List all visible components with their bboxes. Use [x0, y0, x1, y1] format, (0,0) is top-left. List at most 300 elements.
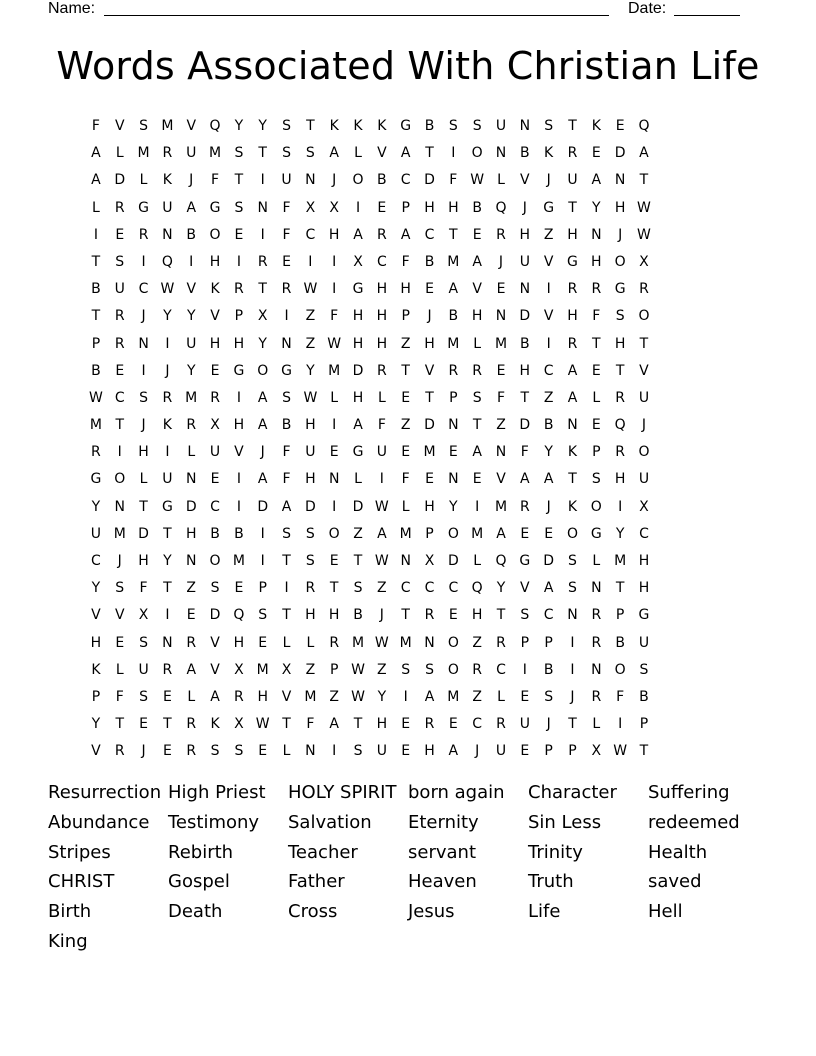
grid-cell: S — [353, 743, 363, 760]
grid-cell: M — [351, 634, 365, 651]
grid-cell: Y — [163, 553, 172, 569]
grid-cell: I — [165, 607, 170, 624]
grid-cell: Q — [495, 199, 507, 216]
grid-cell: A — [424, 688, 435, 705]
grid-cell: V — [377, 145, 387, 162]
grid-cell: I — [618, 498, 623, 515]
grid-cell: F — [449, 172, 458, 189]
grid-cell: U — [638, 634, 650, 651]
grid-cell: E — [162, 688, 172, 705]
grid-cell: M — [137, 145, 150, 162]
grid-cell: V — [424, 362, 435, 379]
grid-cell: P — [615, 607, 625, 624]
grid-cell: V — [520, 580, 530, 597]
grid-cell: S — [234, 199, 244, 216]
grid-cell: H — [233, 335, 245, 352]
grid-cell: H — [638, 580, 650, 597]
grid-cell: P — [449, 389, 458, 406]
grid-cell: L — [354, 471, 362, 488]
grid-cell: N — [495, 145, 507, 162]
grid-cell: Z — [472, 634, 482, 651]
grid-cell: S — [282, 389, 291, 406]
grid-cell: X — [591, 743, 602, 760]
date-line[interactable] — [674, 15, 740, 16]
grid-cell: G — [209, 199, 221, 216]
grid-cell: C — [496, 661, 506, 678]
grid-cell: W — [303, 389, 318, 406]
grid-cell: N — [400, 553, 411, 569]
grid-cell: T — [353, 716, 363, 733]
grid-cell: E — [210, 362, 220, 379]
grid-cell: E — [591, 362, 601, 379]
grid-cell: O — [447, 634, 459, 651]
grid-cell: E — [448, 444, 458, 461]
grid-cell: E — [329, 553, 339, 569]
grid-cell: R — [591, 281, 602, 298]
grid-cell: V — [210, 308, 220, 325]
grid-cell: U — [495, 743, 507, 760]
grid-cell: I — [260, 553, 265, 569]
grid-cell: H — [519, 362, 531, 379]
grid-cell: Z — [543, 389, 554, 406]
word-list-item: Heaven — [408, 871, 477, 893]
grid-cell: R — [114, 199, 125, 216]
grid-cell: E — [520, 688, 530, 705]
word-list-item: Rebirth — [168, 841, 234, 863]
grid-cell: A — [257, 471, 268, 488]
grid-cell: H — [305, 471, 316, 488]
grid-cell: I — [117, 444, 122, 461]
grid-cell: L — [473, 335, 482, 352]
grid-cell: B — [210, 525, 220, 542]
grid-cell: P — [91, 335, 101, 352]
grid-cell: P — [568, 743, 577, 760]
grid-row — [84, 439, 656, 466]
grid-cell: Y — [258, 335, 267, 352]
grid-cell: F — [139, 580, 148, 597]
grid-cell: I — [141, 362, 146, 379]
grid-cell: E — [329, 444, 339, 461]
grid-cell: I — [308, 253, 313, 270]
word-list-item: Health — [648, 841, 708, 863]
grid-cell: A — [496, 525, 506, 542]
grid-cell: H — [424, 335, 435, 352]
grid-cell: E — [544, 525, 554, 542]
word-list-item: Salvation — [288, 811, 372, 833]
grid-cell: A — [353, 226, 363, 243]
grid-cell: A — [472, 444, 482, 461]
grid-cell: K — [567, 498, 578, 515]
grid-cell: H — [400, 281, 411, 298]
grid-cell: E — [139, 716, 148, 733]
grid-cell: M — [113, 525, 126, 542]
grid-cell: S — [139, 688, 149, 705]
grid-cell: D — [185, 498, 197, 515]
grid-cell: T — [615, 580, 625, 597]
grid-cell: T — [163, 580, 172, 597]
grid-cell: N — [448, 471, 459, 488]
grid-row — [84, 738, 656, 765]
grid-cell: N — [424, 634, 435, 651]
grid-cell: A — [567, 389, 578, 406]
grid-cell: R — [186, 634, 197, 651]
grid-cell: R — [114, 308, 125, 325]
grid-cell: N — [305, 172, 316, 189]
grid-cell: O — [209, 553, 221, 569]
grid-cell: A — [400, 226, 411, 243]
grid-cell: A — [186, 199, 197, 216]
grid-cell: M — [399, 525, 412, 542]
grid-cell: L — [497, 172, 505, 189]
grid-cell: P — [234, 308, 244, 325]
grid-cell: R — [496, 634, 506, 651]
grid-cell: I — [332, 253, 337, 270]
grid-cell: T — [639, 743, 649, 760]
grid-cell: C — [138, 281, 149, 298]
grid-cell: C — [424, 580, 435, 597]
grid-cell: C — [639, 525, 649, 542]
word-list-item: High Priest — [168, 782, 266, 803]
grid-cell: N — [591, 226, 602, 243]
grid-cell: M — [471, 525, 484, 542]
grid-cell: Q — [471, 580, 483, 597]
grid-cell: F — [401, 253, 410, 270]
grid-cell: R — [448, 362, 459, 379]
grid-cell: U — [567, 172, 578, 189]
grid-cell: S — [305, 145, 315, 162]
grid-cell: H — [138, 553, 149, 569]
grid-cell: Z — [353, 525, 363, 542]
grid-row — [84, 276, 656, 303]
grid-cell: I — [236, 389, 241, 406]
grid-cell: J — [141, 308, 146, 325]
letter-grid — [84, 113, 656, 766]
grid-cell: B — [543, 661, 554, 678]
grid-cell: N — [495, 308, 507, 325]
grid-cell: F — [616, 688, 625, 705]
grid-cell: A — [281, 498, 292, 515]
grid-cell: H — [471, 308, 483, 325]
grid-cell: I — [189, 253, 194, 270]
grid-cell: P — [592, 444, 601, 461]
grid-cell: N — [162, 634, 173, 651]
grid-cell: O — [614, 253, 626, 270]
grid-cell: S — [401, 661, 411, 678]
grid-cell: W — [303, 281, 318, 298]
grid-cell: N — [591, 580, 602, 597]
grid-cell: C — [472, 716, 483, 733]
grid-cell: X — [305, 199, 316, 216]
grid-cell: E — [520, 743, 530, 760]
grid-cell: O — [257, 362, 269, 379]
grid-row — [84, 222, 656, 249]
grid-cell: D — [257, 498, 269, 515]
grid-cell: S — [448, 118, 458, 134]
word-list-item: Gospel — [168, 871, 230, 893]
grid-cell: E — [234, 226, 244, 243]
grid-cell: S — [139, 389, 149, 406]
grid-cell: U — [519, 716, 530, 733]
grid-cell: M — [494, 335, 508, 352]
grid-cell: E — [401, 389, 411, 406]
grid-cell: M — [304, 688, 317, 705]
grid-cell: T — [449, 226, 458, 243]
grid-cell: I — [332, 417, 337, 434]
grid-cell: E — [115, 226, 125, 243]
word-list-item: Stripes — [48, 841, 111, 863]
grid-cell: N — [519, 281, 531, 298]
grid-cell: Z — [472, 688, 482, 705]
grid-cell: K — [162, 417, 172, 434]
grid-cell: Y — [234, 118, 244, 134]
grid-cell: L — [473, 553, 482, 569]
grid-cell: R — [496, 716, 506, 733]
grid-cell: N — [185, 471, 197, 488]
grid-cell: E — [425, 471, 434, 488]
grid-cell: T — [425, 145, 434, 162]
grid-cell: B — [448, 308, 459, 325]
grid-cell: R — [639, 281, 649, 298]
grid-cell: T — [258, 145, 267, 162]
grid-cell: A — [377, 525, 387, 542]
grid-cell: S — [544, 118, 554, 134]
grid-cell: S — [425, 661, 434, 678]
grid-cell: L — [282, 743, 291, 760]
word-list-item: Eternity — [408, 811, 479, 833]
grid-cell: U — [162, 199, 173, 216]
grid-cell: H — [305, 417, 316, 434]
grid-cell: T — [282, 553, 291, 569]
grid-cell: W — [470, 172, 485, 189]
grid-cell: S — [282, 145, 291, 162]
grid-cell: D — [138, 525, 149, 542]
grid-cell: H — [424, 498, 435, 515]
date-label: Date: — [628, 0, 667, 17]
grid-cell: A — [543, 580, 554, 597]
grid-cell: R — [114, 335, 125, 352]
grid-cell: U — [376, 444, 387, 461]
page-title: Words Associated With Christian Life — [56, 44, 760, 88]
grid-cell: W — [374, 634, 389, 651]
grid-cell: I — [236, 471, 241, 488]
grid-cell: H — [185, 525, 197, 542]
grid-cell: J — [522, 199, 527, 216]
grid-cell: R — [567, 281, 578, 298]
word-list-item: Testimony — [168, 811, 260, 833]
grid-cell: U — [638, 471, 650, 488]
grid-cell: V — [639, 362, 649, 379]
grid-cell: E — [401, 716, 411, 733]
grid-cell: A — [353, 417, 363, 434]
grid-cell: T — [329, 580, 339, 597]
grid-cell: W — [613, 743, 628, 760]
grid-cell: K — [91, 661, 101, 678]
grid-cell: Z — [400, 417, 411, 434]
grid-cell: R — [138, 226, 149, 243]
grid-cell: T — [401, 607, 410, 624]
grid-cell: S — [639, 661, 649, 678]
grid-cell: R — [424, 607, 435, 624]
grid-cell: R — [472, 362, 483, 379]
grid-cell: D — [447, 553, 459, 569]
grid-cell: C — [543, 362, 554, 379]
grid-cell: S — [115, 253, 125, 270]
word-list-item: born again — [408, 782, 505, 803]
word-list — [48, 778, 768, 957]
grid-cell: G — [519, 553, 531, 569]
grid-cell: A — [591, 172, 602, 189]
grid-cell: H — [424, 743, 435, 760]
grid-cell: T — [520, 389, 530, 406]
grid-cell: H — [328, 226, 340, 243]
grid-cell: E — [115, 362, 125, 379]
grid-cell: Q — [495, 553, 507, 569]
grid-cell: G — [638, 607, 650, 624]
grid-cell: H — [352, 389, 364, 406]
grid-cell: S — [472, 118, 482, 134]
grid-cell: U — [305, 444, 316, 461]
grid-cell: T — [425, 389, 434, 406]
grid-cell: F — [377, 417, 386, 434]
grid-cell: I — [618, 716, 623, 733]
grid-cell: G — [352, 444, 364, 461]
grid-cell: R — [329, 634, 340, 651]
grid-cell: S — [234, 743, 244, 760]
grid-cell: S — [568, 580, 577, 597]
grid-cell: W — [637, 199, 651, 216]
grid-cell: T — [306, 118, 315, 134]
grid-cell: Y — [449, 498, 458, 515]
grid-cell: J — [260, 444, 265, 461]
grid-cell: P — [544, 634, 553, 651]
grid-cell: T — [282, 716, 291, 733]
grid-cell: I — [236, 253, 241, 270]
grid-cell: R — [496, 226, 506, 243]
grid-cell: Z — [400, 335, 411, 352]
grid-cell: A — [448, 743, 459, 760]
grid-cell: E — [472, 226, 482, 243]
grid-cell: P — [329, 661, 339, 678]
grid-cell: O — [328, 525, 340, 542]
grid-cell: Y — [306, 362, 315, 379]
grid-cell: O — [447, 525, 459, 542]
grid-cell: D — [424, 417, 435, 434]
grid-cell: T — [282, 607, 291, 624]
word-list-item: Resurrection — [48, 782, 162, 803]
grid-cell: S — [615, 308, 625, 325]
grid-cell: H — [376, 716, 388, 733]
grid-cell: J — [427, 308, 432, 325]
grid-cell: I — [332, 743, 337, 760]
grid-cell: L — [497, 688, 505, 705]
grid-cell: M — [89, 417, 102, 434]
grid-cell: C — [91, 553, 101, 569]
grid-cell: V — [114, 607, 125, 624]
grid-cell: I — [260, 172, 265, 189]
grid-row — [84, 657, 656, 684]
grid-cell: H — [567, 226, 578, 243]
grid-cell: H — [519, 226, 531, 243]
word-list-item: servant — [408, 841, 477, 863]
grid-cell: G — [161, 498, 173, 515]
grid-cell: Z — [543, 226, 554, 243]
grid-cell: V — [210, 661, 220, 678]
grid-cell: N — [591, 661, 602, 678]
grid-cell: X — [281, 661, 292, 678]
grid-cell: C — [376, 253, 387, 270]
grid-cell: Y — [544, 444, 553, 461]
grid-cell: H — [638, 553, 650, 569]
grid-cell: Y — [258, 118, 267, 134]
grid-cell: H — [233, 634, 245, 651]
grid-cell: A — [543, 471, 554, 488]
grid-cell: L — [92, 199, 100, 216]
grid-cell: V — [496, 471, 506, 488]
grid-cell: X — [210, 417, 220, 434]
grid-cell: W — [351, 688, 365, 705]
grid-cell: U — [376, 743, 387, 760]
grid-cell: O — [352, 172, 364, 189]
grid-cell: P — [401, 199, 410, 216]
grid-cell: Y — [186, 308, 196, 325]
grid-cell: H — [424, 199, 435, 216]
grid-cell: S — [353, 580, 363, 597]
grid-cell: S — [472, 389, 482, 406]
grid-cell: U — [114, 281, 125, 298]
grid-cell: N — [614, 172, 626, 189]
grid-cell: D — [304, 498, 316, 515]
grid-row — [84, 167, 656, 194]
grid-cell: H — [352, 335, 364, 352]
grid-cell: F — [282, 471, 291, 488]
grid-cell: T — [615, 362, 625, 379]
grid-cell: R — [567, 145, 578, 162]
grid-cell: J — [475, 743, 480, 760]
grid-cell: S — [139, 634, 149, 651]
grid-row — [84, 249, 656, 276]
grid-cell: K — [591, 118, 601, 134]
word-list-item: redeemed — [648, 811, 740, 833]
grid-cell: W — [88, 389, 103, 406]
grid-cell: I — [546, 335, 551, 352]
grid-cell: M — [399, 634, 412, 651]
grid-cell: E — [115, 634, 125, 651]
grid-cell: R — [234, 688, 244, 705]
grid-cell: P — [520, 634, 530, 651]
grid-cell: T — [115, 716, 125, 733]
grid-cell: D — [519, 308, 531, 325]
grid-cell: V — [520, 172, 530, 189]
grid-cell: R — [162, 145, 173, 162]
grid-cell: R — [591, 688, 602, 705]
grid-cell: R — [186, 716, 197, 733]
grid-cell: A — [257, 417, 268, 434]
grid-cell: J — [117, 553, 122, 569]
grid-cell: M — [447, 688, 460, 705]
grid-cell: F — [330, 308, 339, 325]
name-line[interactable] — [104, 15, 609, 16]
grid-cell: D — [352, 498, 364, 515]
grid-cell: E — [615, 118, 625, 134]
grid-cell: T — [592, 335, 601, 352]
grid-row — [84, 494, 656, 521]
grid-cell: N — [162, 226, 173, 243]
grid-cell: E — [591, 417, 601, 434]
grid-row — [84, 195, 656, 222]
grid-cell: F — [282, 444, 291, 461]
grid-cell: H — [448, 199, 459, 216]
grid-row — [84, 548, 656, 575]
